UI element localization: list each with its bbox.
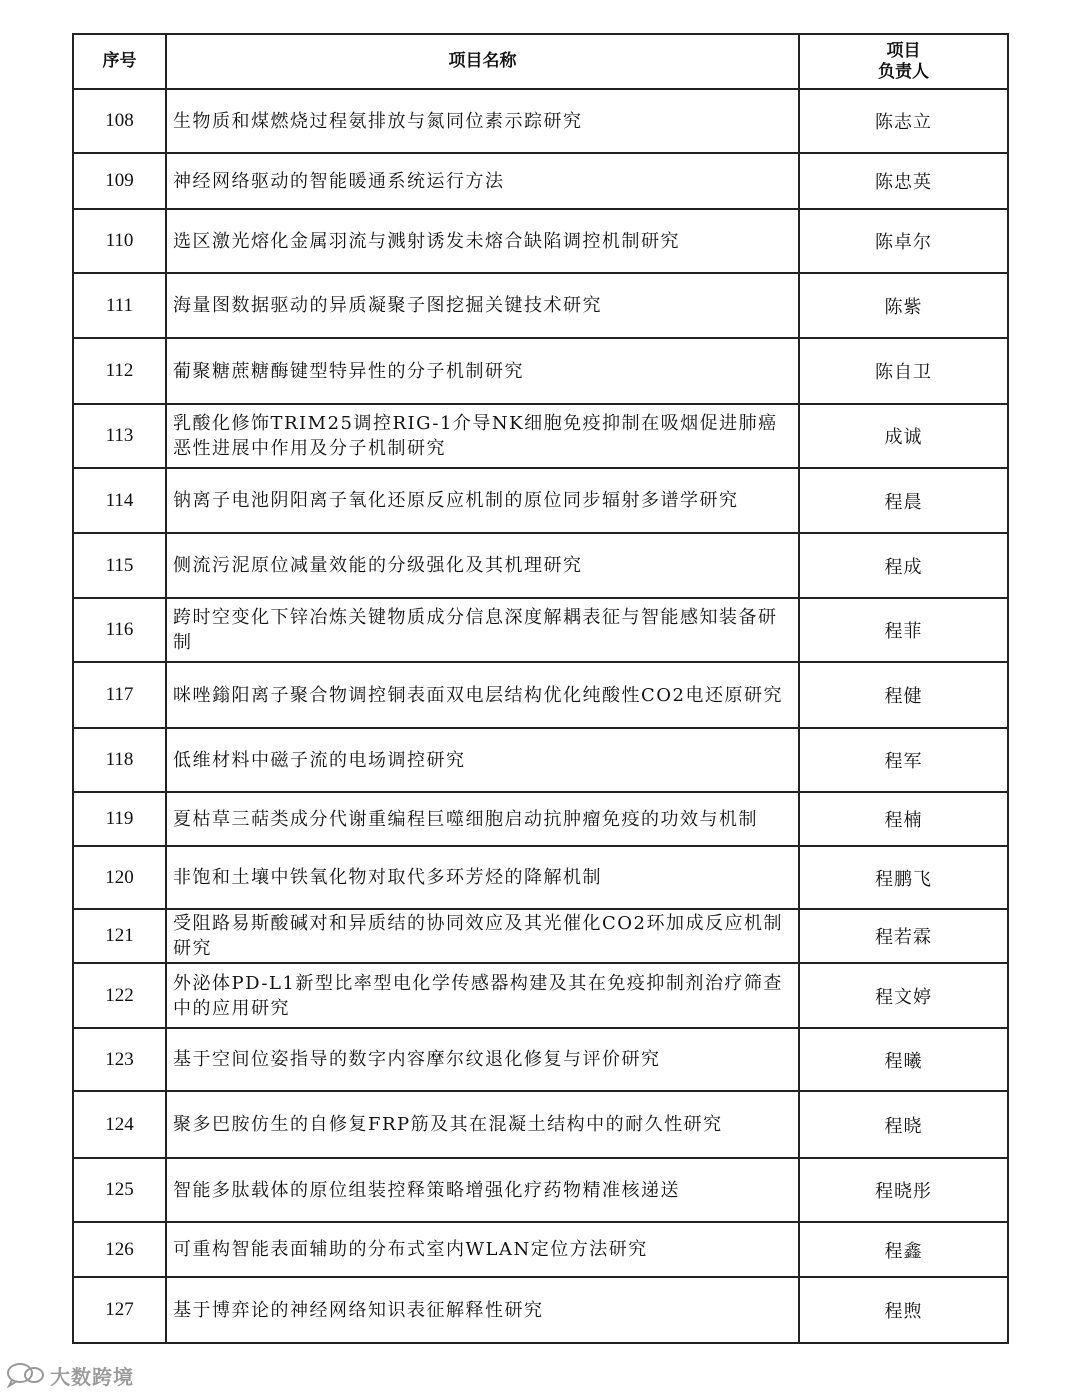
table-row bbox=[73, 1222, 1008, 1277]
column-header-index: 序号 bbox=[73, 34, 166, 89]
project-lead: 陈忠英 bbox=[799, 153, 1008, 209]
project-lead: 陈卓尔 bbox=[799, 209, 1008, 273]
row-index: 120 bbox=[73, 846, 166, 909]
watermark-text: 大数跨境 bbox=[50, 1364, 134, 1389]
project-name: 生物质和煤燃烧过程氨排放与氮同位素示踪研究 bbox=[166, 89, 799, 153]
table-row bbox=[73, 153, 1008, 209]
row-index: 117 bbox=[73, 662, 166, 728]
row-index: 112 bbox=[73, 338, 166, 404]
table-row bbox=[73, 1028, 1008, 1091]
table-row bbox=[73, 662, 1008, 728]
row-index: 113 bbox=[73, 404, 166, 468]
project-lead: 程晨 bbox=[799, 468, 1008, 533]
project-table bbox=[72, 33, 1009, 1344]
project-name: 聚多巴胺仿生的自修复FRP筋及其在混凝土结构中的耐久性研究 bbox=[166, 1091, 799, 1158]
project-lead: 陈紫 bbox=[799, 273, 1008, 338]
row-index: 119 bbox=[73, 792, 166, 846]
project-lead: 程楠 bbox=[799, 792, 1008, 846]
project-name: 外泌体PD-L1新型比率型电化学传感器构建及其在免疫抑制剂治疗筛查中的应用研究 bbox=[166, 963, 799, 1028]
project-name: 侧流污泥原位减量效能的分级强化及其机理研究 bbox=[166, 533, 799, 598]
project-lead: 程煦 bbox=[799, 1277, 1008, 1343]
speech-bubble-logo-icon bbox=[6, 1362, 46, 1388]
table-row bbox=[73, 792, 1008, 846]
row-index: 116 bbox=[73, 598, 166, 662]
project-name: 受阻路易斯酸碱对和异质结的协同效应及其光催化CO2环加成反应机制研究 bbox=[166, 909, 799, 963]
project-name: 基于博弈论的神经网络知识表征解释性研究 bbox=[166, 1277, 799, 1343]
project-lead: 陈自卫 bbox=[799, 338, 1008, 404]
row-index: 121 bbox=[73, 909, 166, 963]
project-lead: 程鑫 bbox=[799, 1222, 1008, 1277]
watermark bbox=[6, 1362, 134, 1388]
table-body bbox=[73, 89, 1008, 1343]
project-name: 基于空间位姿指导的数字内容摩尔纹退化修复与评价研究 bbox=[166, 1028, 799, 1091]
table-row bbox=[73, 1277, 1008, 1343]
row-index: 125 bbox=[73, 1158, 166, 1222]
project-name: 选区激光熔化金属羽流与溅射诱发未熔合缺陷调控机制研究 bbox=[166, 209, 799, 273]
table-row bbox=[73, 533, 1008, 598]
table-row bbox=[73, 468, 1008, 533]
table-row bbox=[73, 89, 1008, 153]
project-name: 葡聚糖蔗糖酶键型特异性的分子机制研究 bbox=[166, 338, 799, 404]
row-index: 126 bbox=[73, 1222, 166, 1277]
project-lead: 程菲 bbox=[799, 598, 1008, 662]
project-lead: 程文婷 bbox=[799, 963, 1008, 1028]
table-row bbox=[73, 1091, 1008, 1158]
project-name: 乳酸化修饰TRIM25调控RIG-1介导NK细胞免疫抑制在吸烟促进肺癌恶性进展中作用及分子机制研究 bbox=[166, 404, 799, 468]
project-lead: 陈志立 bbox=[799, 89, 1008, 153]
row-index: 111 bbox=[73, 273, 166, 338]
row-index: 124 bbox=[73, 1091, 166, 1158]
table-row bbox=[73, 338, 1008, 404]
table-row bbox=[73, 1158, 1008, 1222]
project-name: 咪唑鎓阳离子聚合物调控铜表面双电层结构优化纯酸性CO2电还原研究 bbox=[166, 662, 799, 728]
table-row bbox=[73, 209, 1008, 273]
project-lead: 程若霖 bbox=[799, 909, 1008, 963]
table-row bbox=[73, 598, 1008, 662]
project-lead: 成诚 bbox=[799, 404, 1008, 468]
row-index: 127 bbox=[73, 1277, 166, 1343]
column-header-name: 项目名称 bbox=[166, 34, 799, 89]
row-index: 108 bbox=[73, 89, 166, 153]
project-name: 智能多肽载体的原位组装控释策略增强化疗药物精准核递送 bbox=[166, 1158, 799, 1222]
project-lead: 程成 bbox=[799, 533, 1008, 598]
column-header-lead bbox=[799, 34, 1008, 89]
project-name: 夏枯草三萜类成分代谢重编程巨噬细胞启动抗肿瘤免疫的功效与机制 bbox=[166, 792, 799, 846]
row-index: 115 bbox=[73, 533, 166, 598]
table-row bbox=[73, 909, 1008, 963]
project-lead: 程晓 bbox=[799, 1091, 1008, 1158]
project-name: 神经网络驱动的智能暖通系统运行方法 bbox=[166, 153, 799, 209]
project-name: 可重构智能表面辅助的分布式室内WLAN定位方法研究 bbox=[166, 1222, 799, 1277]
table-row bbox=[73, 273, 1008, 338]
table-row bbox=[73, 846, 1008, 909]
column-header-lead-line2: 负责人 bbox=[878, 61, 929, 82]
row-index: 122 bbox=[73, 963, 166, 1028]
table-row bbox=[73, 404, 1008, 468]
row-index: 110 bbox=[73, 209, 166, 273]
project-lead: 程健 bbox=[799, 662, 1008, 728]
table-header-row bbox=[73, 34, 1008, 89]
row-index: 109 bbox=[73, 153, 166, 209]
row-index: 123 bbox=[73, 1028, 166, 1091]
project-name: 非饱和土壤中铁氧化物对取代多环芳烃的降解机制 bbox=[166, 846, 799, 909]
project-lead: 程鹏飞 bbox=[799, 846, 1008, 909]
project-lead: 程军 bbox=[799, 728, 1008, 792]
project-lead: 程曦 bbox=[799, 1028, 1008, 1091]
project-name: 低维材料中磁子流的电场调控研究 bbox=[166, 728, 799, 792]
table-row bbox=[73, 728, 1008, 792]
project-name: 钠离子电池阴阳离子氧化还原反应机制的原位同步辐射多谱学研究 bbox=[166, 468, 799, 533]
project-name: 海量图数据驱动的异质凝聚子图挖掘关键技术研究 bbox=[166, 273, 799, 338]
project-lead: 程晓彤 bbox=[799, 1158, 1008, 1222]
row-index: 118 bbox=[73, 728, 166, 792]
project-name: 跨时空变化下锌冶炼关键物质成分信息深度解耦表征与智能感知装备研制 bbox=[166, 598, 799, 662]
table-row bbox=[73, 963, 1008, 1028]
row-index: 114 bbox=[73, 468, 166, 533]
column-header-lead-line1: 项目 bbox=[886, 40, 921, 61]
